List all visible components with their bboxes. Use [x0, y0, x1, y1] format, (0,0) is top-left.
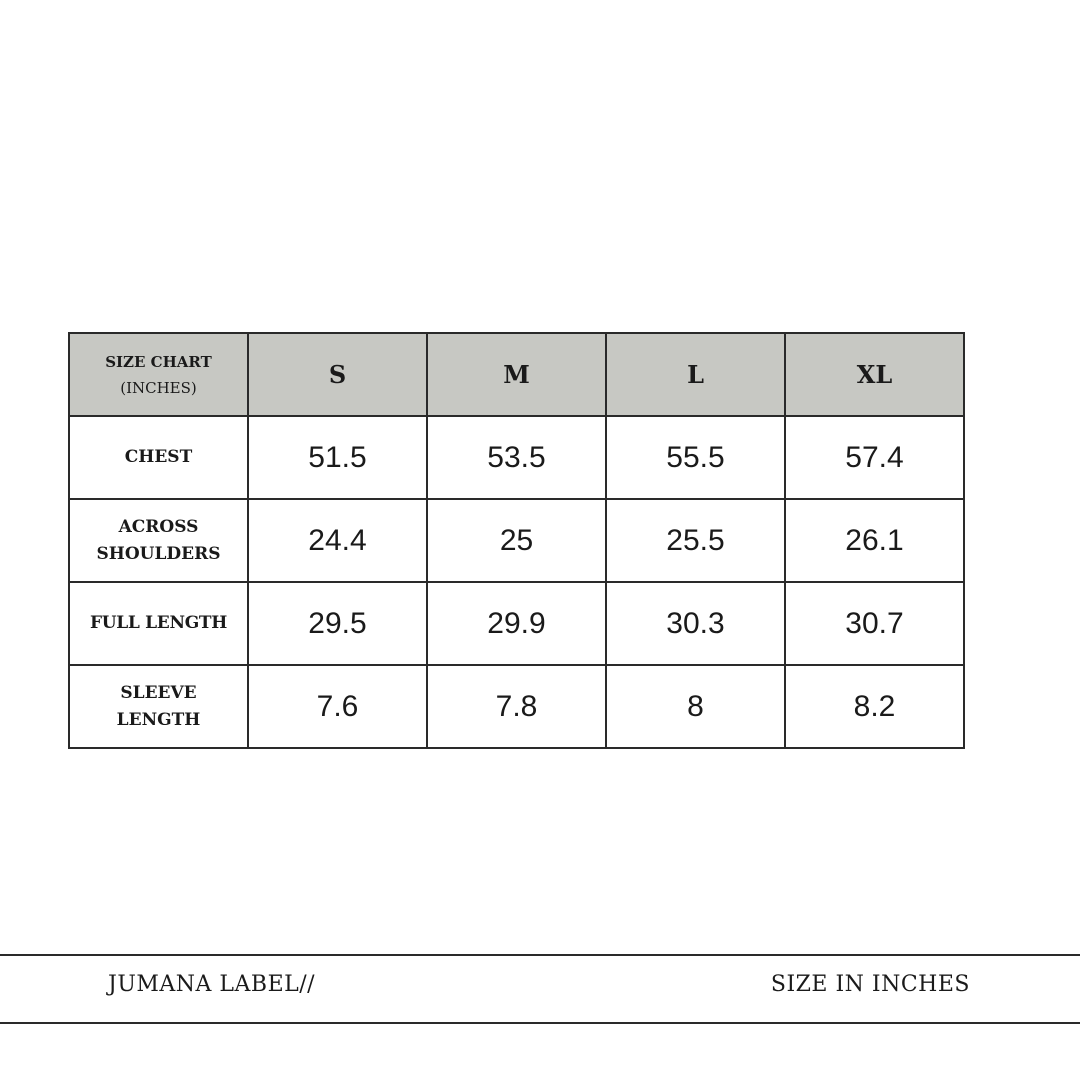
cell-chest-xl: 57.4 [785, 416, 964, 499]
cell-sleeve-s: 7.6 [248, 665, 427, 748]
table-row-sleeve-length [69, 665, 964, 748]
table-row-full-length [69, 582, 964, 665]
cell-shoulders-xl: 26.1 [785, 499, 964, 582]
size-header-m: M [427, 333, 606, 416]
cell-length-s: 29.5 [248, 582, 427, 665]
cell-length-m: 29.9 [427, 582, 606, 665]
row-label-across-shoulders [69, 499, 248, 582]
cell-chest-m: 53.5 [427, 416, 606, 499]
size-unit-note: SIZE IN INCHES [770, 972, 970, 997]
cell-length-xl: 30.7 [785, 582, 964, 665]
footer-bottom-divider [0, 1022, 1080, 1024]
table-row-across-shoulders [69, 499, 964, 582]
row-label-sleeve-length-line2: LENGTH [116, 709, 201, 730]
row-label-across-shoulders-line1: ACROSS [118, 516, 199, 537]
cell-sleeve-l: 8 [606, 665, 785, 748]
size-header-s: S [248, 333, 427, 416]
cell-chest-l: 55.5 [606, 416, 785, 499]
row-label-full-length: FULL LENGTH [69, 582, 248, 665]
size-header-l: L [606, 333, 785, 416]
cell-shoulders-m: 25 [427, 499, 606, 582]
row-label-chest: CHEST [69, 416, 248, 499]
cell-sleeve-xl: 8.2 [785, 665, 964, 748]
corner-subtitle: (INCHES) [120, 378, 197, 397]
footer-top-divider [0, 954, 1080, 956]
cell-shoulders-l: 25.5 [606, 499, 785, 582]
cell-chest-s: 51.5 [248, 416, 427, 499]
row-label-across-shoulders-line2: SHOULDERS [96, 543, 221, 564]
cell-shoulders-s: 24.4 [248, 499, 427, 582]
cell-length-l: 30.3 [606, 582, 785, 665]
row-label-sleeve-length-line1: SLEEVE [120, 682, 197, 703]
table-row-chest [69, 416, 964, 499]
size-chart-table [68, 332, 965, 749]
row-label-sleeve-length [69, 665, 248, 748]
cell-sleeve-m: 7.8 [427, 665, 606, 748]
corner-title: SIZE CHART [105, 352, 212, 371]
corner-header-cell [69, 333, 248, 416]
brand-label: JUMANA LABEL// [108, 972, 316, 997]
table-header-row [69, 333, 964, 416]
size-header-xl: XL [785, 333, 964, 416]
